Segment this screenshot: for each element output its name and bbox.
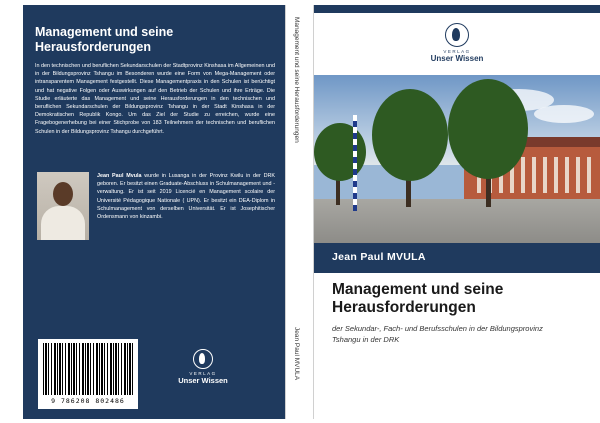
back-cover (23, 5, 285, 419)
front-cover (314, 5, 600, 419)
back-cover-blurb: In den technischen und beruflichen Sekundarschulen der Stadtprovinz Kinshasa im Allgemeinen und in der Bildungsprovinz Tshangu im Besonderen wurde eine Form von Mega-Management oder intransparentem Management festgestellt. Diese Managementpraxis in den Schulen ist berüchtigt und hat negative Folgen oder Auswirkungen auf den Betrieb der Schulen und ihre Erträge. Die Studie erläuterte das Management und seine Herausforderungen in den technischen und beruflichen Sekundarschulen der Bildungsprovinz Tshangu in der Stadt Kinshasa in der Demokratischen Republik Kongo. Um das Ziel der Studie zu erreichen, wurde eine Fragebogenerhebung bei einer Stichprobe von 183 Teilnehmern der technischen und beruflichen Schulen in der Bildungsprovinz Tshangu durchgeführt. (35, 63, 275, 135)
author-photo (37, 172, 89, 240)
author-photo-shirt (41, 206, 85, 240)
front-author-name: Jean Paul MVULA (332, 251, 426, 263)
photo-tree (314, 123, 366, 181)
author-band (314, 243, 600, 273)
publisher-emblem-icon (445, 23, 469, 47)
spine-title: Management und seine Herausforderungen (293, 17, 300, 143)
barcode-number: 9 786208 802486 (51, 397, 125, 405)
author-bio-name: Jean Paul Mvula (97, 173, 142, 179)
publisher-logo-back (173, 349, 233, 399)
spine (285, 5, 314, 419)
publisher-verlag-label: VERLAG (443, 49, 471, 54)
author-bio (97, 172, 275, 221)
photo-flagpole (353, 115, 357, 211)
publisher-verlag-label: VERLAG (189, 371, 217, 376)
isbn-barcode (38, 339, 138, 409)
cover-photo (314, 75, 600, 243)
front-cover-subtitle: der Sekundar-, Fach- und Berufsschulen in der Bildungsprovinz Tshangu in der DRK (332, 324, 543, 344)
publisher-logo-front (422, 23, 492, 63)
photo-tree (448, 79, 528, 179)
publisher-name: Unser Wissen (430, 54, 484, 63)
author-bio-text: wurde in Lusanga in der Provinz Kwilu in der DRK geboren. Er besitzt einen Graduate-Abschluss in Schulmanagement und -verwaltung. Er ist seit 2019 Licencié en Management scolaire der Université Pédagogique Nationale ( UPN). Er besitzt ein DEA-Diplom in Schulmanagement von derselben Universität. Er ist Josephitischer Ordensmann von kinzambi. (97, 173, 275, 221)
front-top-band (314, 5, 600, 13)
publisher-emblem-icon (193, 349, 213, 369)
barcode-bars (43, 343, 133, 395)
publisher-name: Unser Wissen (178, 376, 228, 385)
photo-cloud (534, 105, 594, 123)
front-cover-title: Management und seine Herausforderungen (332, 281, 504, 316)
photo-tree (372, 89, 448, 181)
back-cover-title: Management und seine Herausforderungen (35, 25, 174, 54)
author-photo-head (53, 182, 73, 206)
spine-author: Jean Paul MVULA (293, 327, 300, 381)
